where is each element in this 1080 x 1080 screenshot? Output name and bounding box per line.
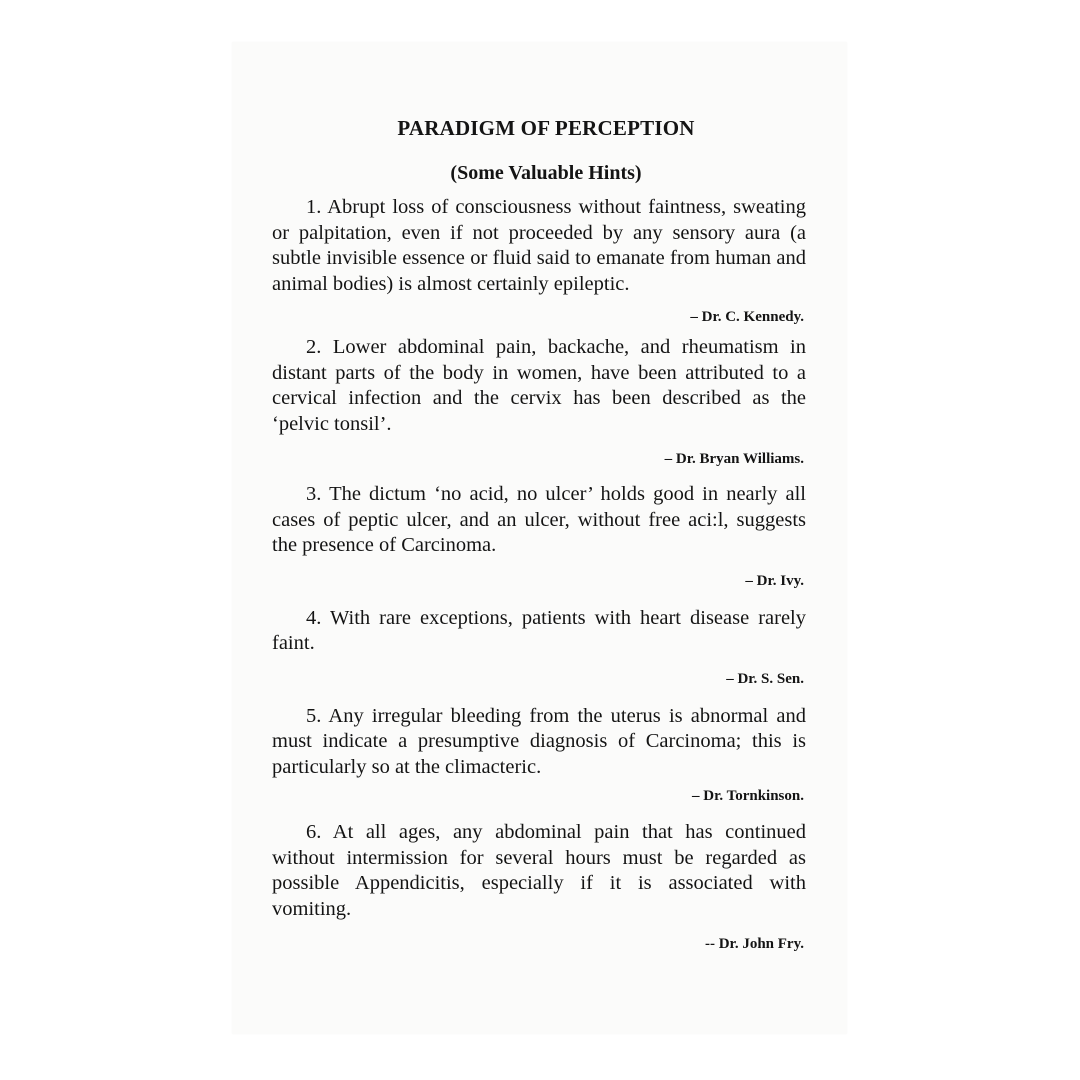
hint-4 [272, 606, 806, 688]
hint-2 [272, 335, 806, 468]
hint-text: 3. The dictum ‘no acid, no ulcer’ holds good in nearly all cases of peptic ulcer, and an ulcer, without free aci:l, suggests the presence of Carcinoma. [272, 483, 806, 556]
hint-3 [272, 482, 806, 590]
hint-6 [272, 820, 806, 953]
page-subtitle: (Some Valuable Hints) [450, 162, 642, 184]
hint-author: – Dr. Ivy. [745, 572, 804, 589]
hint-5 [272, 704, 806, 806]
hint-text: 6. At all ages, any abdominal pain that has continued without intermission for several hours must be regarded as possible Appendicitis, especially if it is associated with vomiting. [272, 821, 806, 920]
page-title: PARADIGM OF PERCEPTION [397, 116, 695, 140]
page-content [272, 116, 806, 953]
hint-author: – Dr. C. Kennedy. [690, 309, 804, 325]
hint-1 [272, 195, 806, 326]
hint-text: 2. Lower abdominal pain, backache, and rheumatism in distant parts of the body in women, have been attributed to a cervical infection and the cervix has been described as the ‘pelvic tonsil’. [272, 336, 806, 435]
hint-text: 1. Abrupt loss of consciousness without faintness, sweating or palpitation, even if not proceeded by any sensory aura (a subtle invisible essence or fluid said to emanate from human and animal bodies) is almost certainly epileptic. [272, 196, 806, 295]
hint-author: -- Dr. John Fry. [704, 936, 804, 952]
hint-text: 4. With rare exceptions, patients with heart disease rarely faint. [272, 606, 806, 654]
hint-author: – Dr. S. Sen. [726, 670, 804, 687]
hint-author: – Dr. Bryan Williams. [664, 451, 804, 467]
hint-author: – Dr. Tornkinson. [691, 788, 804, 804]
hint-text: 5. Any irregular bleeding from the uterus is abnormal and must indicate a presumptive diagnosis of Carcinoma; this is particularly so at the climacteric. [272, 704, 806, 778]
